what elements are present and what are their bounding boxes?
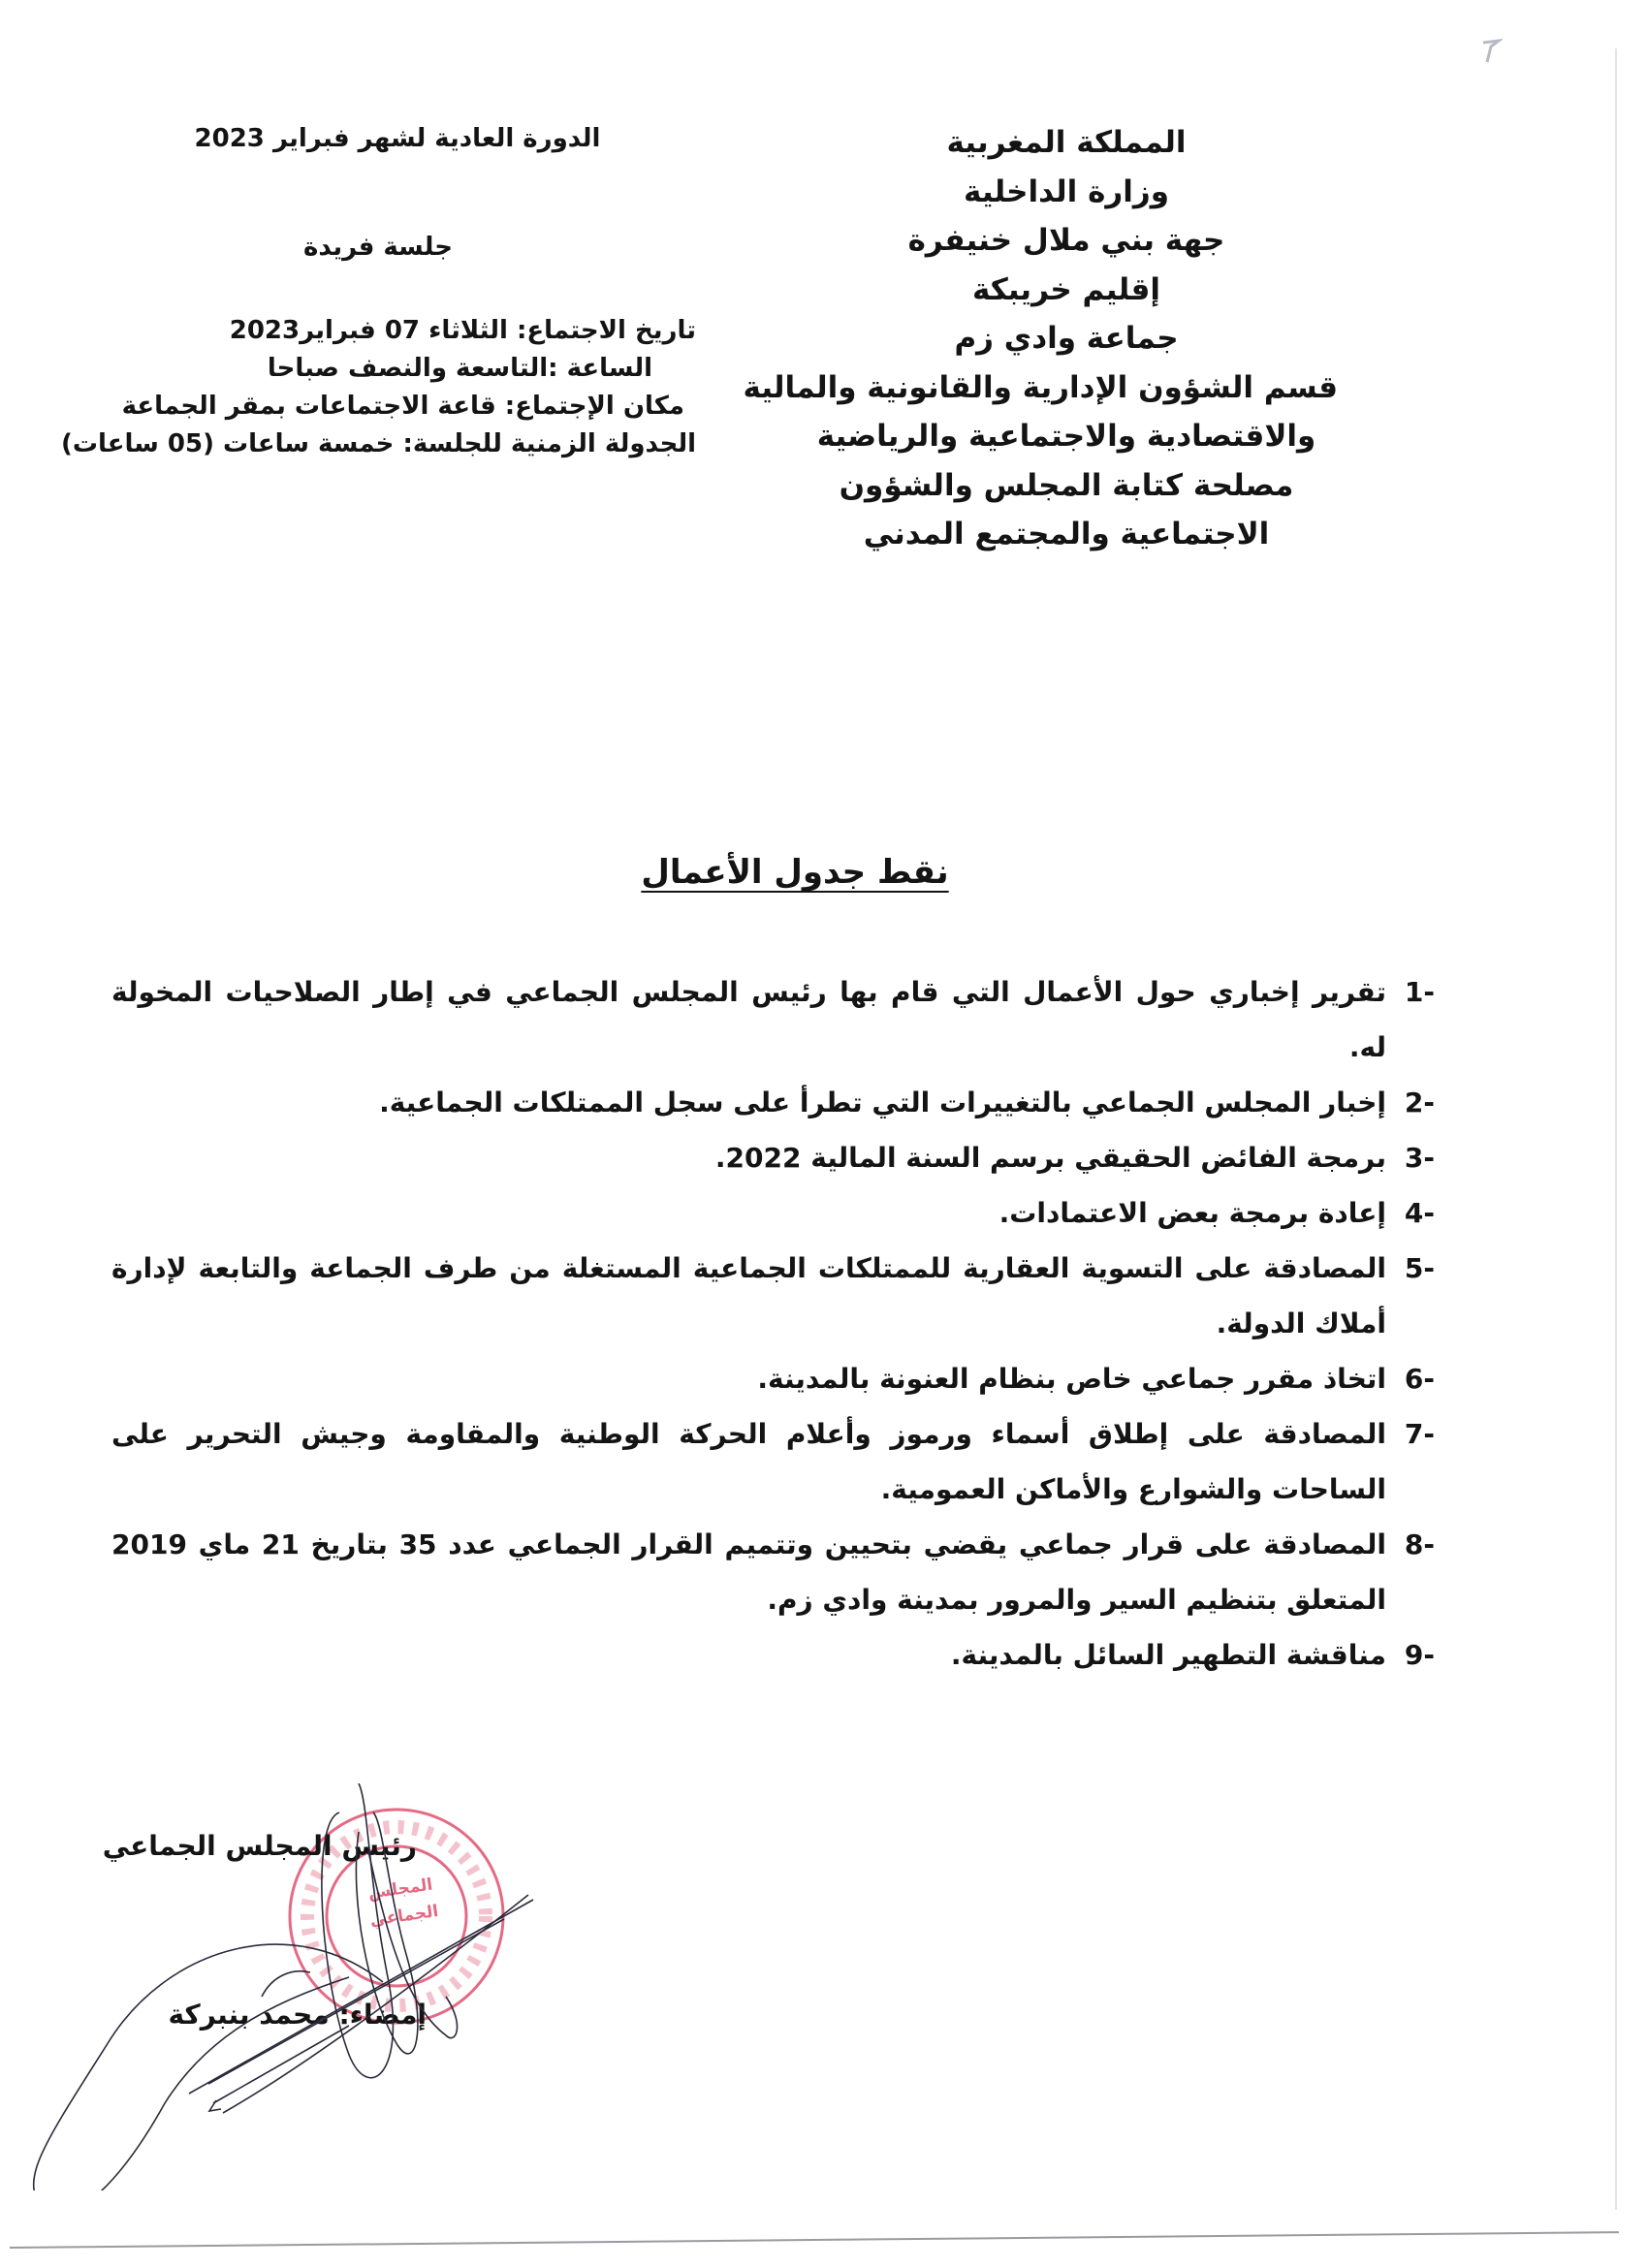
header-commune: جماعة وادي زم	[954, 321, 1179, 356]
agenda-item-number: -7	[1404, 1418, 1435, 1450]
agenda-item-number: -1	[1404, 976, 1435, 1008]
agenda-item-text: إخبار المجلس الجماعي بالتغييرات التي تطرأ على سجل الممتلكات الجماعية.	[379, 1087, 1386, 1118]
agenda-title	[582, 853, 1008, 892]
agenda-item	[111, 1517, 1435, 1627]
agenda-item	[111, 1351, 1435, 1406]
agenda-item-number: -3	[1404, 1142, 1435, 1174]
agenda-item-text: إعادة برمجة بعض الاعتمادات.	[998, 1197, 1386, 1229]
agenda-item	[111, 1075, 1435, 1130]
stamp-text: المجلس الجماعي	[366, 1874, 440, 1931]
signature-block	[0, 1783, 679, 2190]
agenda-item-text: اتخاذ مقرر جماعي خاص بنظام العنونة بالمدينة.	[757, 1363, 1386, 1395]
agenda-item-number: -4	[1404, 1197, 1435, 1229]
header-region: جهة بني ملال خنيفرة	[907, 223, 1225, 258]
agenda-item-number: -9	[1404, 1639, 1435, 1671]
agenda-item-text: المصادقة على التسوية العقارية للممتلكات الجماعية المستغلة من طرف الجماعة والتابعة لإدارة أملاك الدولة.	[111, 1252, 1386, 1339]
agenda-item-number: -2	[1404, 1087, 1435, 1118]
signatory-name: إمضاء: محمد بنبركة	[168, 1999, 427, 2031]
issuer-header	[743, 118, 1338, 559]
agenda-item-text: المصادقة على إطلاق أسماء ورموز وأعلام الحركة الوطنية والمقاومة وجيش التحرير على الساحات والشوارع والأماكن العمومية.	[111, 1418, 1386, 1505]
agenda-item-number: -5	[1404, 1252, 1435, 1284]
page-edge-bottom	[10, 2231, 1619, 2249]
agenda-list	[111, 964, 1435, 1683]
session-title: الدورة العادية لشهر فبراير 2023	[194, 124, 601, 153]
agenda-item	[111, 1185, 1435, 1241]
meeting-time: الساعة :التاسعة والنصف صباحا	[267, 354, 652, 383]
header-service-1: مصلحة كتابة المجلس والشؤون	[839, 467, 1294, 503]
agenda-item-number: -6	[1404, 1363, 1435, 1395]
signatory-title: رئيس المجلس الجماعي	[102, 1830, 417, 1862]
agenda-item-text: برمجة الفائض الحقيقي برسم السنة المالية 2022.	[714, 1142, 1386, 1174]
header-department-2: والاقتصادية والاجتماعية والرياضية	[816, 419, 1316, 454]
agenda-title-text: نقط جدول الأعمال	[641, 853, 949, 892]
agenda-item	[111, 1406, 1435, 1517]
agenda-item	[111, 1627, 1435, 1683]
agenda-item-text: مناقشة التطهير السائل بالمدينة.	[950, 1639, 1386, 1671]
agenda-item-number: -8	[1404, 1528, 1435, 1560]
meeting-duration: الجدولة الزمنية للجلسة: خمسة ساعات (05 ساعات)	[60, 429, 696, 458]
agenda-item-text: تقرير إخباري حول الأعمال التي قام بها رئيس المجلس الجماعي في إطار الصلاحيات المخولة له.	[111, 976, 1386, 1063]
agenda-item	[111, 964, 1435, 1075]
header-ministry: وزارة الداخلية	[964, 173, 1169, 209]
header-kingdom: المملكة المغربية	[946, 125, 1187, 160]
header-province: إقليم خريبكة	[971, 271, 1161, 307]
header-service-2: الاجتماعية والمجتمع المدني	[863, 517, 1270, 551]
agenda-item	[111, 1241, 1435, 1351]
meeting-place: مكان الإجتماع: قاعة الاجتماعات بمقر الجماعة	[121, 392, 684, 421]
scan-mark-icon	[1481, 37, 1503, 66]
header-department-1: قسم الشؤون الإدارية والقانونية والمالية	[743, 369, 1338, 405]
session-type: جلسة فريدة	[303, 233, 453, 262]
agenda-item-text: المصادقة على قرار جماعي يقضي بتحيين وتتميم القرار الجماعي عدد 35 بتاريخ 21 ماي 2019 المتعلق بتنظيم السير والمرور بمدينة وادي زم.	[111, 1528, 1387, 1616]
page-edge	[1615, 48, 1617, 2210]
meeting-date: تاريخ الاجتماع: الثلاثاء 07 فبراير2023	[229, 316, 696, 345]
meeting-info	[60, 312, 696, 463]
agenda-item	[111, 1130, 1435, 1185]
